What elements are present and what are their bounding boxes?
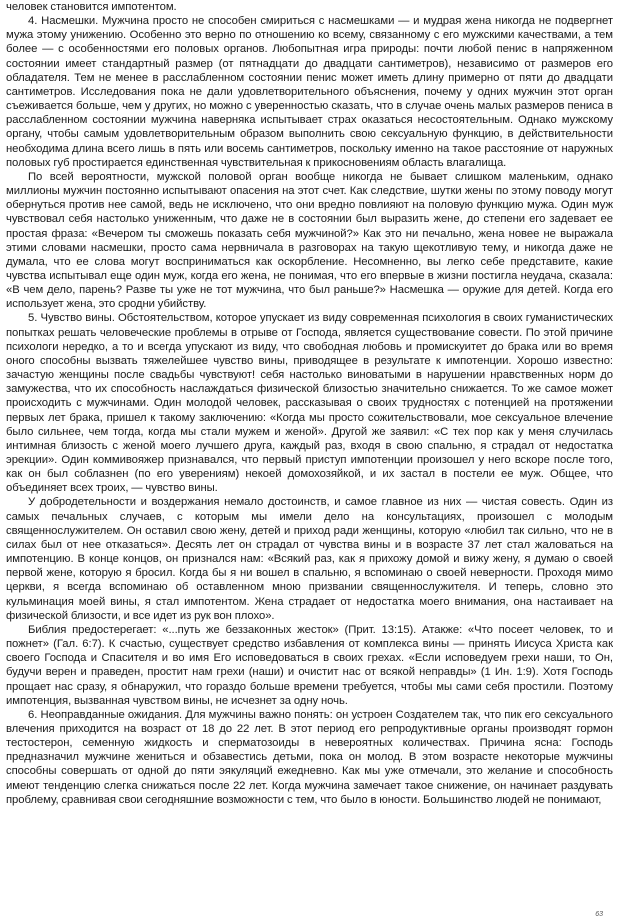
paragraph-unjustified-expectations: 6. Неоправданные ожидания. Для мужчины важно понять: он устроен Создателем так, что пик его сексуального влечения приходится на возраст от 18 до 22 лет. В этот период его репродуктивные органы производят гормон тестостерон, семенную жидкость и сперматозоиды в невероятных количествах. Причина ясна: Господь предназначил мужчине жениться и обзавестись детьми, пока он молод. В этом возрасте некоторые мужчины способны совершать от одной до пяти эякуляций ежедневно. Как мы уже отмечали, это желание и способность имеют тенденцию слегка снижаться после 22 лет. Когда мужчина замечает такое снижение, он начинает раздувать проблему, сравнивая свои сегодняшние возможности с тем, что было в юности. Большинство людей не понимают, [6,708,613,806]
paragraph-penis-size-fears: По всей вероятности, мужской половой орган вообще никогда не бывает слишком маленьким, однако миллионы мужчин постоянно испытывают опасения на этот счет. Как следствие, шутки жены по этому поводу могут обернуться против нее самой, ведь не исключено, что они вредно повлияют на половую функцию мужа. Один муж чувствовал себя настолько униженным, что даже не в состоянии был выразить жене, до степени его задевает ее простая фраза: «Вечером ты сможешь показать себя мужчиной?» Как это ни печально, жена новее не выражала этими словами насмешки, просто сама нервничала в разговорах на такую щекотливую тему, и никогда даже не думала, что ее слова могут восприниматься как оскорбление. Несомненно, вы легко себе представите, какие чувства испытывал еще один муж, когда его жена, не понимая, что его впервые в жизни постигла неудача, сказала: «В чем дело, парень? Разве ты уже не тот мужчина, что был раньше?» Насмешка — оружие для детей. Когда его использует жена, это сродни убийству. [6,170,613,311]
paragraph-virtue-clean-conscience: У добродетельности и воздержания немало достоинств, и самое главное из них — чистая совесть. Один из самых печальных случаев, с которым мы имели дело на консультациях, произошел с молодым священнослужителем. Он оставил свою жену, детей и приход ради женщины, которую «любил так сильно, что не в силах был от нее отказаться». Десять лет он страдал от чувства вины и в возрасте 37 лет стал жаловаться на импотенцию. В конце концов, он признался нам: «Всякий раз, как я прихожу домой и вижу жену, я думаю о своей первой жене, которую я бросил. Когда бы я ни вошел в спальню, я вспоминаю о своей неверности. Проходя мимо церкви, я всегда вспоминаю об оставленном мною призвании священнослужителя. И теперь, словно это кульминация моей вины, я стал импотентом. Жена страдает от недостатка моего внимания, она настаивает на физической близости, и все идет из рук вон плохо». [6,496,613,622]
page-number: 63 [595,911,603,918]
paragraph-mockery: 4. Насмешки. Мужчина просто не способен смириться с насмешками — и мудрая жена никогда не подвергнет мужа этому унижению. Особенно это верно по отношению ко всему, связанному с его мужскими качествами, а тем более — с особенностями его половых органов. Любопытная игра природы: почти любой пенис в напряженном состоянии имеет стандартный размер (от пятнадцати до двадцати сантиметров), независимо от размеров его обладателя. Тем не менее в расслабленном состоянии пенис может иметь длину примерно от пяти до двадцати сантиметров. Исследования пока не дали удовлетворительного объяснения, почему у одних мужчин этот орган съеживается больше, чем у других, но можно с уверенностью сказать, что в случае очень малых размеров пениса в расслабленном состоянии мужчина наверняка испытывает страх оказаться несостоятельным. Однако мужскому органу, чтобы самым удовлетворительным образом выполнить свою сексуальную функцию, в действительности необходима длина всего лишь в пять или восемь сантиметров, поскольку именно на такое расстояние от наружных половых губ простирается единственная чувствительная к прикосновениям область влагалища. [6,15,613,169]
book-page [6,0,613,921]
body-text [6,0,613,807]
paragraph-guilt: 5. Чувство вины. Обстоятельством, которое упускает из виду современная психология в своих гуманистических попытках решать человеческие проблемы в отрыве от Господа, является существование совести. По этой причине психологи нередко, а то и всегда упускают из виду, что свободная любовь и промискуитет до брака или во время оного способны вызвать тяжелейшее чувство вины, приводящее в результате к импотенции. Хорошо известно: зачастую женщины после свадьбы чувствуют! себя настолько виноватыми в нарушении нравственных норм до замужества, что их способность наслаждаться физической близостью значительно снижается. То же самое может происходить с мужчинами. Один молодой человек, рассказывая о своих трудностях с потенцией на протяжении первых лет брака, пришел к такому заключению: «Когда мы просто сожительствовали, мое сексуальное влечение было сильнее, чем тогда, когда мы стали мужем и женой». Другой же заявил: «С тех пор как у меня случилась интимная близость с женой моего лучшего друга, каждый раз, входя в свою спальню, я страдал от недостатка эрекции». Один коммивояжер признавался, что первый приступ импотенции произошел у него вскоре после того, как он был соблазнен (по его уверениям) некоей домохозяйкой, и их застал в постели ее муж. Общее, что объединяет всех троих, — чувство вины. [6,312,613,495]
paragraph-bible-warning: Библия предостерегает: «...путь же беззаконных жесток» (Прит. 13:15). Атакже: «Что посеет человек, то и пожнет» (Гал. 6:7). К счастью, существует средство избавления от комплекса вины — принять Иисуса Христа как своего Господа и Спасителя и во имя Его исповедоваться в своих грехах. «Если исповедуем грехи наши, то Он, будучи верен и праведен, простит нам грехи (наши) и очистит нас от всякой неправды» (1 Ин. 1:9). Хотя Господь прощает нас сразу, я обнаружил, что гораздо больше времени требуется, чтобы мы сами себя простили. Поэтому импотенция, вызванная чувством вины, не исчезнет за одну ночь. [6,623,613,707]
paragraph-continuation: человек становится импотентом. [6,1,177,13]
